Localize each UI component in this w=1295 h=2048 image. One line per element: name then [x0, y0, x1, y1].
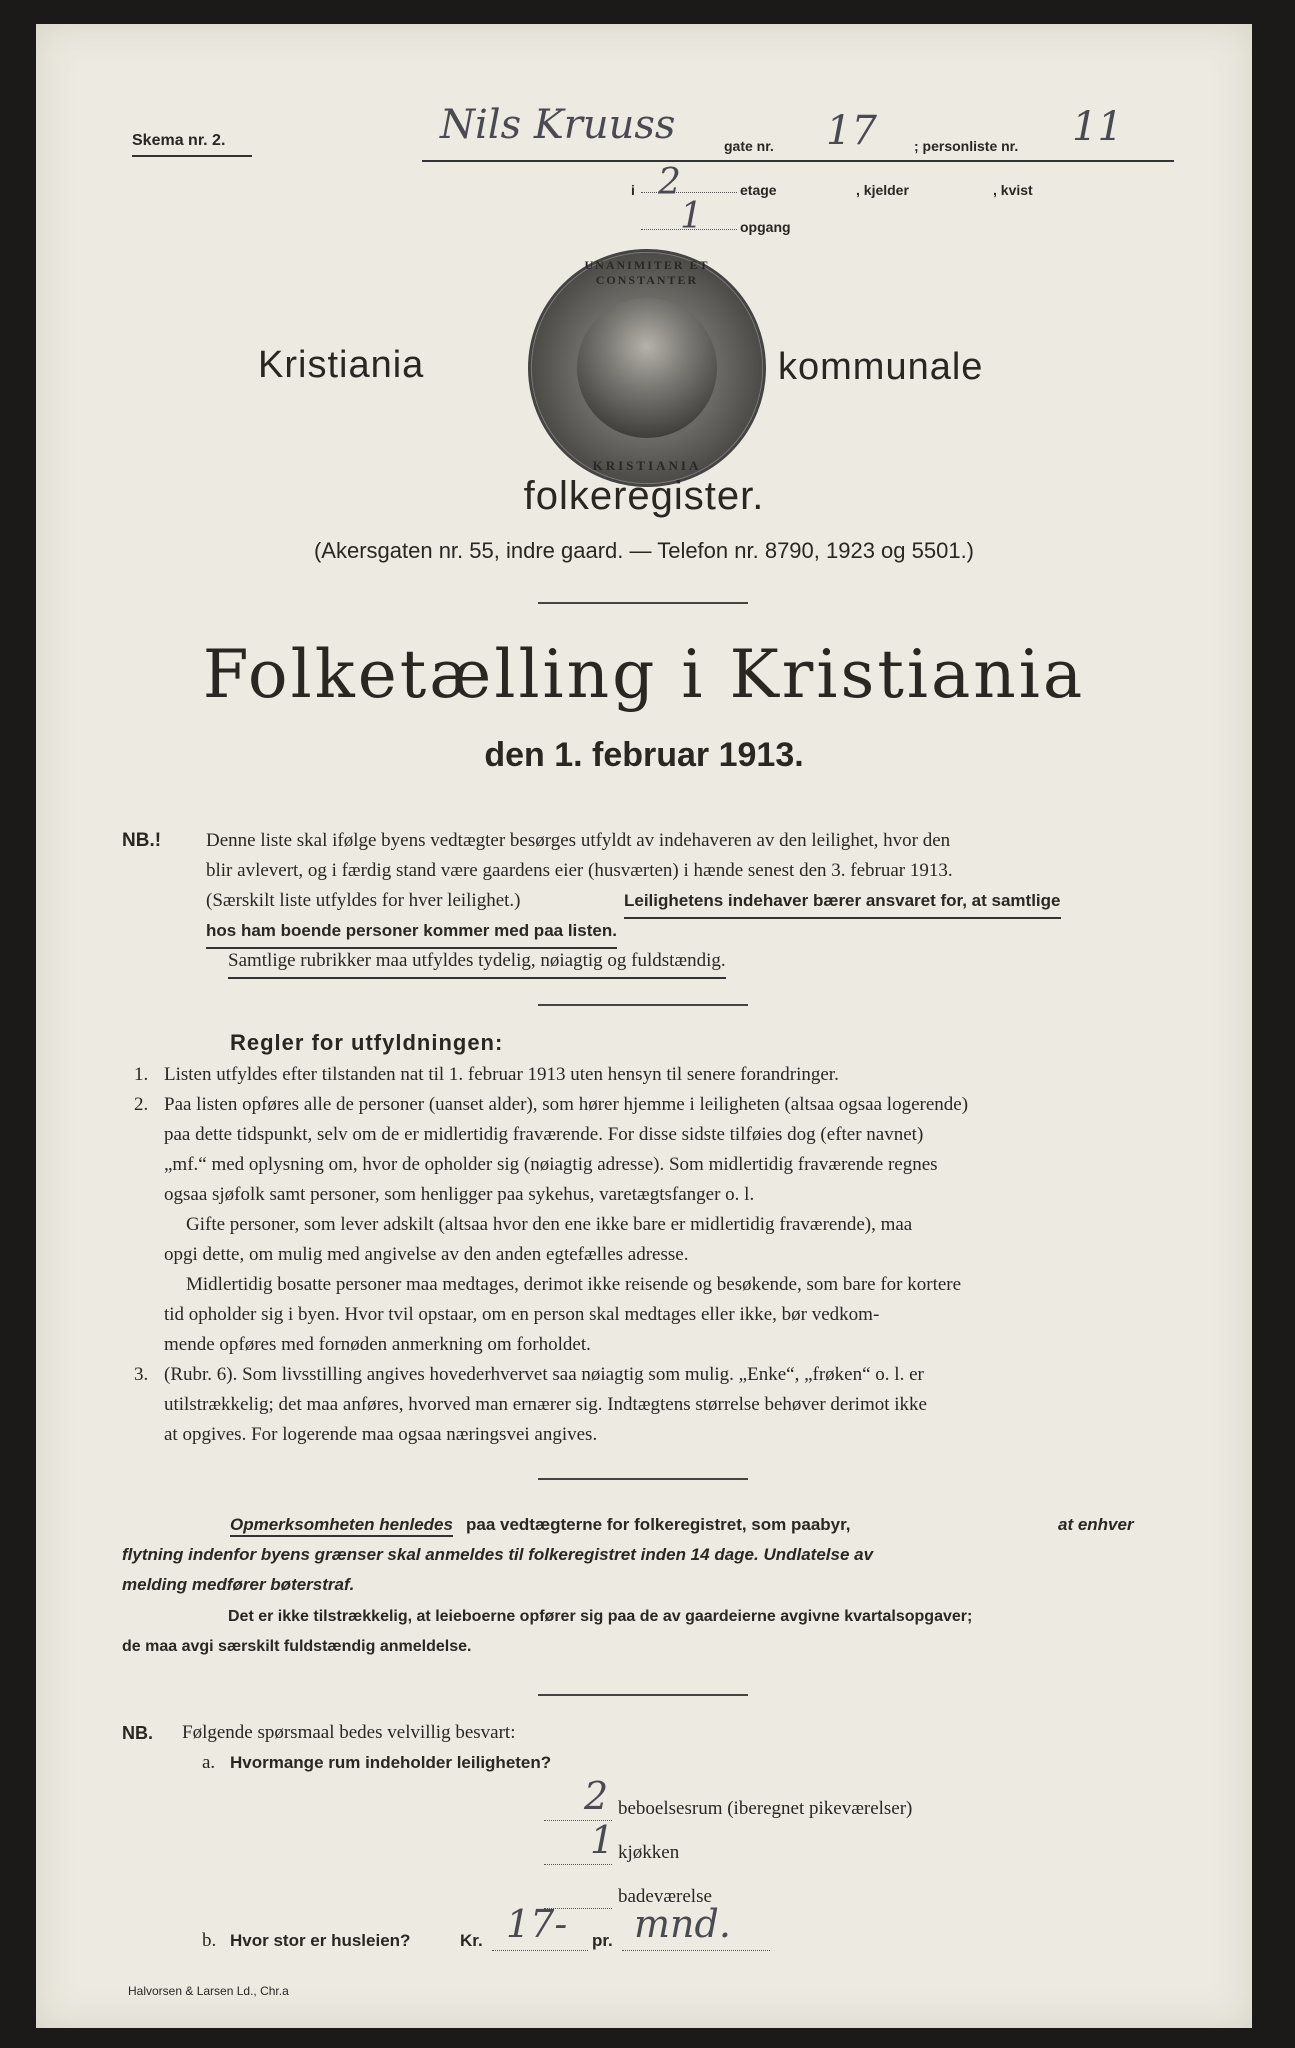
rules-line: [134, 1420, 1134, 1450]
skema-label: Skema nr. 2.: [132, 132, 226, 149]
folkeregister-title: folkeregister.: [523, 474, 765, 518]
rules-line: [134, 1150, 1134, 1180]
notice-underlined: Opmerksomheten henledes: [230, 1510, 453, 1540]
separator-2: [538, 1004, 748, 1006]
rooms-label-2: kjøkken: [618, 1842, 680, 1863]
kjelder-label: , kjelder: [856, 182, 909, 198]
rules-line: [134, 1090, 1134, 1120]
seal-city: KRISTIANIA: [592, 458, 702, 473]
rules-line-text: „mf.“ med oplysning om, hvor de opholder sig (nøiagtig adresse). Som midlertidig fraværende regnes: [164, 1154, 938, 1175]
rules-line: [134, 1240, 1134, 1270]
nb-bold-1: Leilighetens indehaver bærer ansvaret for, at samtlige: [624, 886, 1061, 919]
address-line: (Akersgaten nr. 55, indre gaard. — Telefon nr. 8790, 1923 og 5501.): [313, 538, 975, 563]
census-date: den 1. februar 1913.: [484, 736, 804, 774]
header-underline: [422, 160, 1174, 162]
questions-nb-label: NB.: [122, 1723, 153, 1743]
rules-line: [134, 1120, 1134, 1150]
nb-last: Samtlige rubrikker maa utfyldes tydelig, nøiagtig og fuldstændig.: [228, 946, 726, 979]
rules-line-text: Midlertidig bosatte personer maa medtages, derimot ikke reisende og besøkende, som bare for kortere: [186, 1274, 962, 1295]
kvist-label: , kvist: [993, 182, 1033, 198]
question-b-text: Hvor stor er husleien?: [230, 1931, 411, 1950]
main-title: Folketælling i Kristiania: [202, 636, 1086, 713]
rules-line: [134, 1060, 1134, 1090]
rules-line-text: utilstrækkelig; det maa anføres, hvorved man ernærer sig. Indtægtens størrelse behøver derimot ikke: [164, 1394, 927, 1415]
personliste-number-handwritten: 11: [1072, 104, 1123, 150]
nb-line-2: blir avlevert, og i færdig stand være gaardens eier (husværten) i hænde senest den 3. februar 1913.: [206, 860, 953, 881]
rent-value: 17-: [506, 1902, 568, 1946]
nb-label: NB.!: [122, 830, 162, 851]
rooms-value-1: 2: [584, 1774, 609, 1818]
rules-line-text: ogsaa sjøfolk samt personer, som henligger paa sykehus, varetægtsfanger o. l.: [164, 1184, 755, 1205]
notice-line5: de maa avgi særskilt fuldstændig anmeldelse.: [122, 1638, 472, 1655]
pr-label: pr.: [592, 1931, 613, 1950]
notice-line1-rest: paa vedtægterne for folkeregistret, som paabyr,: [466, 1515, 851, 1534]
rules-line: [134, 1300, 1134, 1330]
seal-motto: UNANIMITER ET CONSTANTER: [584, 258, 710, 287]
rooms-label-3: badeværelse: [618, 1886, 712, 1907]
printer-imprint: Halvorsen & Larsen Ld., Chr.a: [128, 1984, 289, 1998]
rules-list: [134, 1060, 1134, 1450]
rules-line-text: at opgives. For logerende maa ogsaa næringsvei angives.: [164, 1424, 598, 1445]
rules-line: [134, 1330, 1134, 1360]
rooms-value-2: 1: [590, 1818, 615, 1862]
rent-dotline: [492, 1950, 588, 1951]
etage-dotline: [641, 192, 737, 193]
rules-line: [134, 1180, 1134, 1210]
etage-handwritten: 2: [658, 162, 681, 203]
city-seal: [528, 249, 766, 487]
notice-line2: flytning indenfor byens grænser skal anmeldes til folkeregistret inden 14 dage. Undlatelse av: [122, 1545, 874, 1564]
gate-label: gate nr.: [724, 138, 774, 154]
etage-label: etage: [740, 182, 777, 198]
rules-line: [134, 1360, 1134, 1390]
nb-bold-2: hos ham boende personer kommer med paa listen.: [206, 916, 617, 949]
separator-3: [538, 1478, 748, 1480]
rooms-label-1: beboelsesrum (iberegnet pikeværelser): [618, 1798, 913, 1819]
rules-line-number: 2.: [134, 1094, 149, 1115]
opgang-handwritten: 1: [680, 196, 703, 237]
i-label: i: [631, 182, 635, 198]
separator-4: [538, 1694, 748, 1696]
rules-heading: Regler for utfyldningen:: [230, 1030, 504, 1055]
nb-line-3: (Særskilt liste utfyldes for hver leilighet.): [206, 890, 521, 911]
notice-line4: Det er ikke tilstrækkelig, at leieboerne opfører sig paa de av gaardeierne avgivne kvartalsopgaver;: [228, 1608, 973, 1625]
skema-underline: [132, 155, 252, 157]
kommunale-title: kommunale: [778, 346, 984, 388]
question-a-label: a.: [202, 1752, 216, 1773]
rules-line: [134, 1270, 1134, 1300]
notice-line3: melding medfører bøterstraf.: [122, 1575, 355, 1594]
personliste-label: ; personliste nr.: [914, 138, 1019, 154]
questions-intro: Følgende spørsmaal bedes velvillig besvart:: [182, 1722, 516, 1743]
separator-1: [538, 602, 748, 604]
question-b-label: b.: [202, 1930, 217, 1951]
rules-line-text: Paa listen opføres alle de personer (uanset alder), som hører hjemme i leiligheten (altsaa ogsaa logerende): [164, 1094, 969, 1115]
rules-line-text: paa dette tidspunkt, selv om de er midlertidig fraværende. For disse sidste tilføies dog (efter navnet): [164, 1124, 924, 1145]
rules-line-text: (Rubr. 6). Som livsstilling angives hovederhvervet saa nøiagtig som mulig. „Enke“, „frøken“ o. l. er: [164, 1364, 924, 1385]
kr-label: Kr.: [460, 1931, 483, 1950]
rules-line-text: mende opføres med fornøden anmerkning om forholdet.: [164, 1334, 591, 1355]
gate-number-handwritten: 17: [826, 108, 877, 154]
rules-line: [134, 1390, 1134, 1420]
rules-line: [134, 1210, 1134, 1240]
seal-figure-icon: [577, 298, 717, 438]
rules-line-text: Listen utfyldes efter tilstanden nat til 1. februar 1913 uten hensyn til senere forandringer.: [164, 1064, 839, 1085]
rules-line-text: tid opholder sig i byen. Hvor tvil opstaar, om en person skal medtages eller ikke, bør vedkom-: [164, 1304, 880, 1325]
rules-line-text: Gifte personer, som lever adskilt (altsaa hvor den ene ikke bare er midlertidig fraværende), maa: [186, 1214, 913, 1235]
notice-line1-italic: at enhver: [1058, 1515, 1134, 1534]
rules-line-number: 1.: [134, 1064, 149, 1085]
street-name-handwritten: Nils Kruuss: [440, 102, 676, 148]
kristiania-title: Kristiania: [258, 344, 425, 386]
period-value: mnd.: [634, 1902, 731, 1946]
rules-line-number: 3.: [134, 1364, 149, 1385]
question-a-text: Hvormange rum indeholder leiligheten?: [230, 1753, 552, 1772]
census-form-page: [36, 24, 1252, 2028]
opgang-label: opgang: [740, 219, 791, 235]
rules-line-text: opgi dette, om mulig med angivelse av den anden egtefælles adresse.: [164, 1244, 689, 1265]
rooms-dotline-2: [544, 1864, 612, 1865]
nb-line-1: Denne liste skal ifølge byens vedtægter besørges utfyldt av indehaveren av den leilighet, hvor den: [206, 830, 951, 851]
period-dotline: [622, 1950, 770, 1951]
